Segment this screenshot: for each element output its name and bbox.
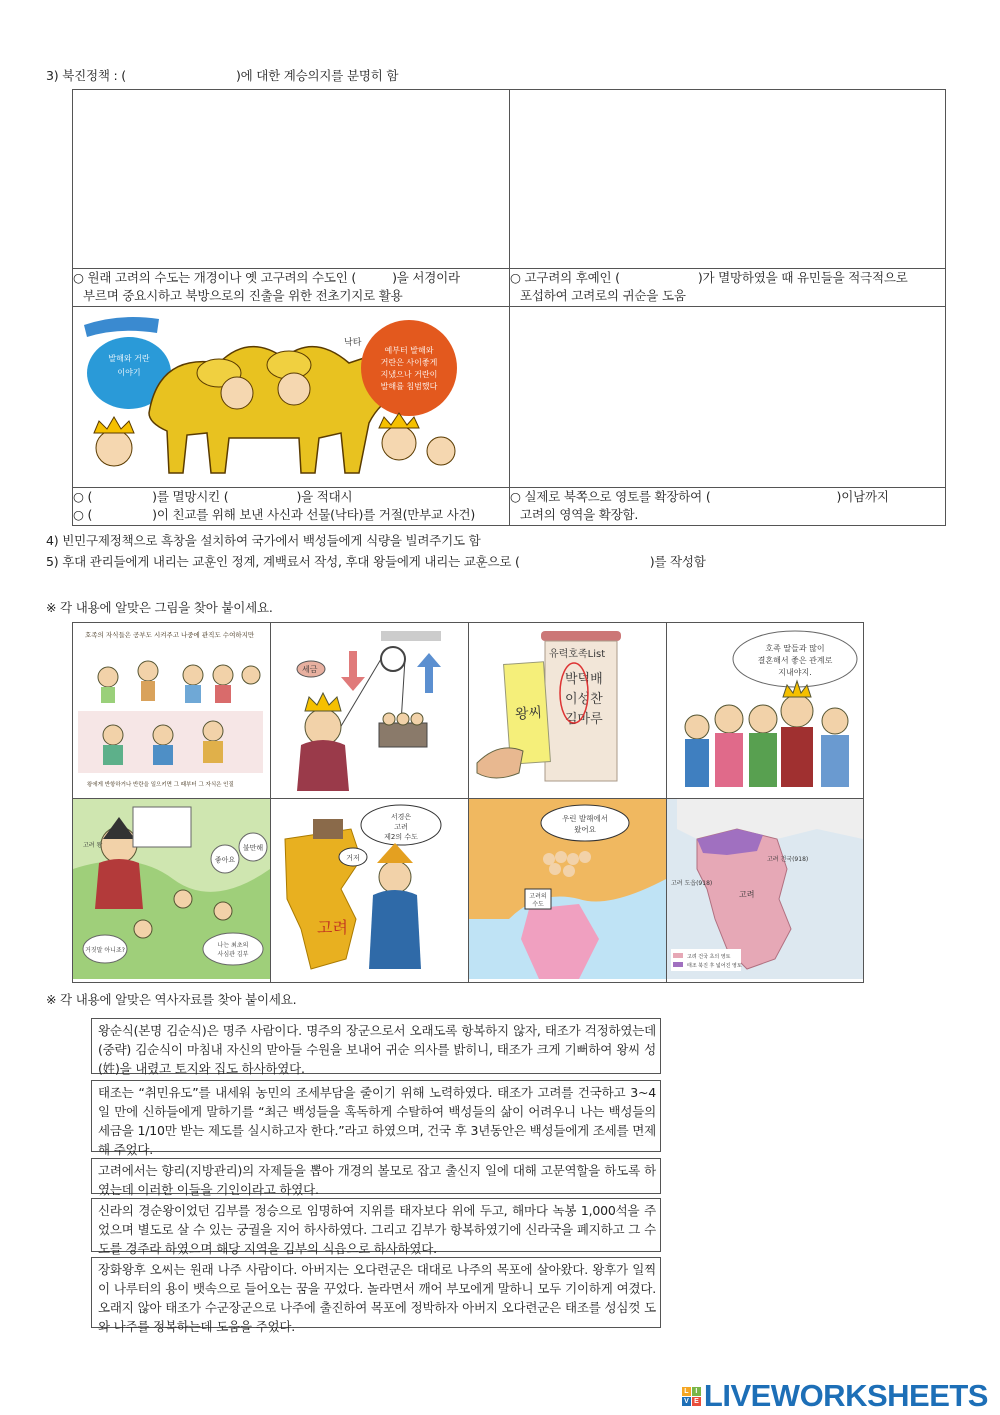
- svg-text:수도: 수도: [532, 901, 544, 908]
- drop-zone-3[interactable]: [510, 307, 946, 488]
- instruction-sources: ※ 각 내용에 알맞은 역사자료를 찾아 붙이세요.: [46, 992, 297, 1007]
- camel-cartoon: [79, 313, 459, 483]
- svg-text:세금: 세금: [302, 665, 318, 674]
- drop-zone-2[interactable]: [510, 90, 946, 269]
- picture-balhae-refugees[interactable]: [469, 799, 667, 983]
- item4: 4) 빈민구제정책으로 흑창을 설치하여 국가에서 백성들에게 식량을 빌려주기도 함: [46, 533, 481, 548]
- logo-mark-icon: L I V E: [682, 1387, 701, 1406]
- picture-grid: [72, 622, 864, 983]
- svg-text:고려 건국(918): 고려 건국(918): [767, 856, 809, 863]
- svg-text:고려 건국 초의 영토: 고려 건국 초의 영토: [687, 954, 731, 960]
- svg-text:거란은 사이좋게: 거란은 사이좋게: [380, 358, 438, 367]
- picture-powerful-clans-list[interactable]: [469, 623, 667, 799]
- picture-hostage-system[interactable]: [73, 623, 271, 799]
- picture-sasimgwan[interactable]: [73, 799, 271, 983]
- svg-text:태조 북진 후 넓어진 영토: 태조 북진 후 넓어진 영토: [687, 963, 742, 969]
- svg-text:결혼해서 좋은 관계로: 결혼해서 좋은 관계로: [757, 656, 833, 665]
- svg-text:왔어요: 왔어요: [574, 825, 596, 834]
- picture-tax-pulley[interactable]: [271, 623, 469, 799]
- drop-zone-1[interactable]: [73, 90, 510, 269]
- svg-text:발해와 거란: 발해와 거란: [108, 354, 150, 363]
- svg-text:고려 왕: 고려 왕: [83, 842, 103, 849]
- svg-text:고려 도읍(918): 고려 도읍(918): [671, 880, 713, 887]
- picture-territory-map[interactable]: [667, 799, 864, 983]
- svg-text:지내야지.: 지내야지.: [778, 668, 812, 677]
- svg-text:김마루: 김마루: [565, 712, 603, 727]
- svg-text:왕씨: 왕씨: [514, 704, 543, 723]
- svg-text:고려: 고려: [739, 890, 755, 899]
- source-box-1[interactable]: 왕순식(본명 김순식)은 명주 사람이다. 명주의 장군으로서 오래도록 항복하지 않자, 태조가 걱정하였는데 (중략) 김순식이 마침내 자신의 맏아들 수원을 보내어 귀순 의사를 밝히니, 태조가 크게 기뻐하여 왕씨 성(姓)을 내렸고 토지와 집도 하사하였다.: [91, 1018, 661, 1074]
- caption-seogyeong: ○ 원래 고려의 수도는 개경이나 옛 고구려의 수도인 ( )을 서경이라 부르며 중요시하고 북방으로의 진출을 위한 전초기지로 활용: [73, 269, 510, 307]
- caption-balhae-refugees: ○ 고구려의 후예인 ( )가 멸망하였을 때 유민들을 적극적으로 포섭하여 고려로의 귀순을 도움: [510, 269, 946, 307]
- svg-text:예부터 발해와: 예부터 발해와: [384, 346, 434, 355]
- svg-text:호족 딸들과 많이: 호족 딸들과 많이: [765, 644, 825, 653]
- policy-table: [72, 89, 946, 526]
- svg-text:왕에게 반항하거나 반란을 일으키면 그 때부터 그 자식은: 왕에게 반항하거나 반란을 일으키면 그 때부터 그 자식은 인질: [87, 782, 234, 788]
- svg-text:고려: 고려: [317, 918, 348, 937]
- svg-text:나는 최초의: 나는 최초의: [217, 942, 249, 949]
- svg-text:서경은: 서경은: [390, 813, 412, 821]
- svg-text:이성찬: 이성찬: [565, 692, 603, 707]
- caption-territory: ○ 실제로 북쪽으로 영토를 확장하여 ( )이남까지 고려의 영역을 확장함.: [510, 488, 946, 526]
- svg-text:발해를 침범했다: 발해를 침범했다: [380, 382, 438, 391]
- instruction-pictures: ※ 각 내용에 알맞은 그림을 찾아 붙이세요.: [46, 600, 273, 615]
- svg-text:고려: 고려: [394, 823, 408, 831]
- svg-text:이야기: 이야기: [117, 368, 141, 377]
- svg-text:지냈으나 거란이: 지냈으나 거란이: [380, 370, 438, 379]
- logo-text: LIVEWORKSHEETS: [703, 1378, 988, 1413]
- svg-text:사심관 김부: 사심관 김부: [217, 951, 249, 958]
- source-box-2[interactable]: 태조는 “취민유도”를 내세워 농민의 조세부담을 줄이기 위해 노력하였다. 태조가 고려를 건국하고 3~4일 만에 신하들에게 말하기를 “최근 백성들을 혹독하게 수탈하여 백성들의 삶이 어려우니 나는 백성들의 세금을 1/10만 받는 제도를 실시하고자 한다.”라고 하였으며, 건국 후 3년동안은 백성들에게 조세를 면제해 주었다.: [91, 1080, 661, 1152]
- svg-text:나중에 관직도 수여하지만: 나중에 관직도 수여하지만: [181, 631, 255, 639]
- caption-khitan: ○ ( )를 멸망시킨 ( )을 적대시 ○ ( )이 친교를 위해 보낸 사신과 선물(낙타)를 거절(만부교 사건): [73, 488, 510, 526]
- camel-tag: 낙타: [344, 338, 362, 348]
- camel-cartoon-cell: [73, 307, 510, 488]
- svg-text:거짓말 아니죠?: 거짓말 아니죠?: [85, 947, 125, 954]
- svg-text:호족의 자식들은 공부도 시켜주고: 호족의 자식들은 공부도 시켜주고: [85, 631, 180, 639]
- svg-text:고려의: 고려의: [529, 893, 547, 900]
- svg-text:박덕배: 박덕배: [565, 672, 603, 687]
- item5: 5) 후대 관리들에게 내리는 교훈인 정계, 계백료서 작성, 후대 왕들에게 내리는 교훈으로 ( )를 작성함: [46, 554, 706, 569]
- svg-text:우린 발해에서: 우린 발해에서: [562, 814, 608, 823]
- picture-seogyeong-map[interactable]: [271, 799, 469, 983]
- source-box-3[interactable]: 고려에서는 향리(지방관리)의 자제들을 뽑아 개경의 볼모로 잡고 출신지 일에 대해 고문역할을 하도록 하였는데 이러한 이들을 기인이라고 하였다.: [91, 1158, 661, 1194]
- picture-marriage-alliance[interactable]: [667, 623, 864, 799]
- source-box-4[interactable]: 신라의 경순왕이었던 김부를 정승으로 임명하여 지위를 태자보다 위에 두고, 해마다 녹봉 1,000석을 주었으며 별도로 살 수 있는 궁궐을 지어 하사하였다. 그리고 김부가 항복하였기에 신라국을 폐지하고 그 수도를 경주라 하였으며 해당 지역을 김부의 식읍으로 하사하였다.: [91, 1198, 661, 1252]
- svg-text:좋아요: 좋아요: [214, 856, 236, 864]
- svg-text:유력호족List: 유력호족List: [549, 649, 606, 660]
- svg-text:거저: 거저: [346, 854, 360, 862]
- item3-heading: 3) 북진정책 : ( )에 대한 계승의지를 분명히 함: [46, 68, 399, 83]
- liveworksheets-logo: [682, 1378, 988, 1414]
- svg-text:불만해: 불만해: [242, 844, 264, 852]
- svg-text:제2의 수도: 제2의 수도: [384, 833, 418, 841]
- source-box-5[interactable]: 장화왕후 오씨는 원래 나주 사람이다. 아버지는 오다련군은 대대로 나주의 목포에 살아왔다. 왕후가 일찍이 나루터의 용이 뱃속으로 들어오는 꿈을 꾸었다. 놀라면서 깨어 부모에게 말하니 모두 기이하게 여겼다. 오래지 않아 태조가 수군장군으로 나주에 출진하여 목포에 정박하자 아버지 오다련군은 태조를 성심껏 도와 나주를 정복하는데 도움을 주었다.: [91, 1257, 661, 1328]
